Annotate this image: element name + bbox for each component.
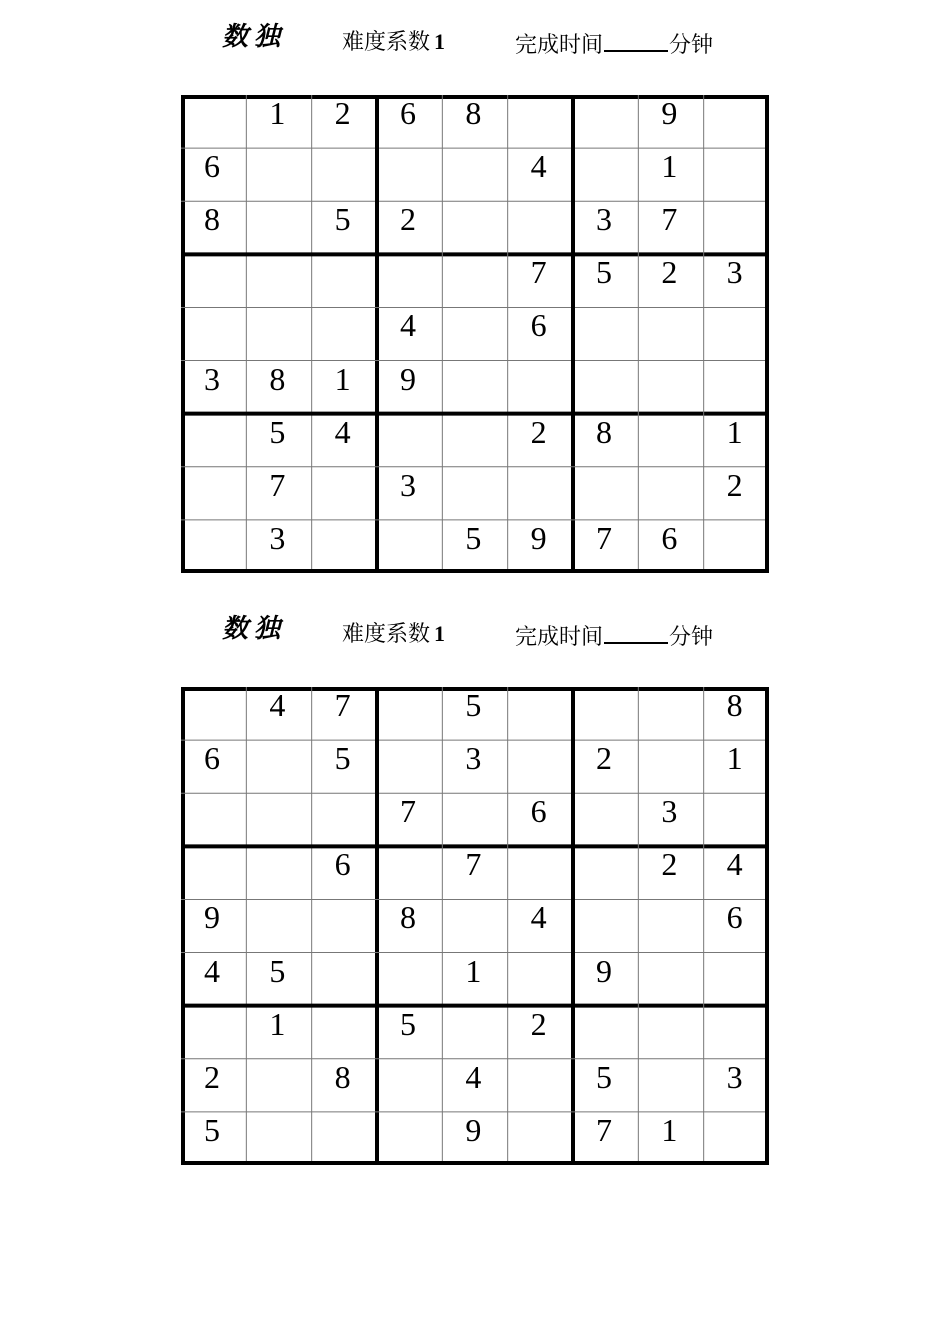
empty-cell[interactable] (246, 793, 311, 845)
empty-cell[interactable] (573, 899, 638, 951)
empty-cell[interactable] (377, 687, 442, 739)
empty-cell[interactable] (442, 254, 507, 306)
empty-cell[interactable] (508, 687, 573, 739)
given-digit-cell: 6 (400, 95, 416, 131)
given-digit-cell: 5 (204, 1111, 220, 1148)
given-digit-cell: 3 (204, 360, 220, 397)
time-blank[interactable] (604, 28, 668, 52)
empty-cell[interactable] (508, 361, 573, 413)
time-label: 完成时间 (515, 32, 604, 57)
given-digit-cell: 6 (334, 846, 351, 883)
given-digit-cell: 5 (596, 1058, 612, 1095)
given-digit-cell: 7 (269, 466, 286, 503)
empty-cell[interactable] (312, 953, 377, 1005)
given-digit-cell: 6 (530, 793, 547, 830)
empty-cell[interactable] (181, 467, 246, 519)
empty-cell[interactable] (181, 846, 246, 898)
empty-cell[interactable] (573, 687, 638, 739)
given-digit-cell: 2 (661, 254, 678, 291)
given-digit-cell: 9 (596, 952, 612, 989)
empty-cell[interactable] (312, 148, 377, 200)
empty-cell[interactable] (638, 687, 703, 739)
given-digit-cell: 5 (400, 1005, 416, 1042)
time-unit: 分钟 (669, 624, 714, 649)
time-blank[interactable] (604, 620, 668, 644)
empty-cell[interactable] (312, 1112, 377, 1164)
empty-cell[interactable] (377, 953, 442, 1005)
given-digit-cell: 4 (400, 307, 416, 344)
empty-cell[interactable] (312, 1006, 377, 1058)
given-digit-cell: 9 (204, 899, 220, 936)
given-digit-cell: 9 (465, 1111, 482, 1148)
empty-cell[interactable] (638, 307, 703, 359)
given-digit-cell: 5 (465, 687, 482, 723)
given-digit-cell: 2 (530, 1005, 547, 1042)
given-digit-cell: 3 (596, 201, 612, 238)
empty-cell[interactable] (442, 361, 507, 413)
empty-cell[interactable] (508, 846, 573, 898)
empty-cell[interactable] (246, 1112, 311, 1164)
empty-cell[interactable] (246, 254, 311, 306)
empty-cell[interactable] (704, 1006, 769, 1058)
sudoku-board-1 (181, 95, 769, 573)
given-digit-cell: 5 (269, 413, 286, 450)
empty-cell[interactable] (312, 793, 377, 845)
given-digit-cell: 1 (269, 1005, 286, 1042)
given-digit-cell: 1 (465, 952, 482, 989)
empty-cell[interactable] (704, 953, 769, 1005)
empty-cell[interactable] (181, 254, 246, 306)
given-digit-cell: 1 (661, 148, 678, 185)
empty-cell[interactable] (638, 1006, 703, 1058)
given-digit-cell: 9 (661, 95, 678, 131)
given-digit-cell: 8 (334, 1058, 351, 1095)
sudoku-logo: 数独 (222, 22, 287, 52)
empty-cell[interactable] (638, 467, 703, 519)
empty-cell[interactable] (638, 414, 703, 466)
empty-cell[interactable] (246, 307, 311, 359)
given-digit-cell: 3 (269, 519, 286, 556)
given-digit-cell: 8 (269, 360, 286, 397)
given-digit-cell: 4 (204, 952, 220, 989)
given-digit-cell: 7 (465, 846, 482, 883)
empty-cell[interactable] (704, 1112, 769, 1164)
given-digit-cell: 9 (530, 519, 547, 556)
given-digit-cell: 5 (465, 519, 482, 556)
empty-cell[interactable] (442, 201, 507, 253)
empty-cell[interactable] (508, 1112, 573, 1164)
empty-cell[interactable] (704, 95, 769, 147)
given-digit-cell: 1 (334, 360, 351, 397)
empty-cell[interactable] (377, 1112, 442, 1164)
empty-cell[interactable] (508, 201, 573, 253)
empty-cell[interactable] (442, 467, 507, 519)
given-digit-cell: 3 (726, 254, 743, 291)
sudoku-logo: 数独 (222, 614, 287, 644)
empty-cell[interactable] (508, 953, 573, 1005)
time-label: 完成时间 (515, 624, 604, 649)
empty-cell[interactable] (638, 740, 703, 792)
given-digit-cell: 2 (530, 413, 547, 450)
difficulty-level: 1 (434, 621, 446, 646)
given-digit-cell: 5 (334, 201, 351, 238)
empty-cell[interactable] (638, 361, 703, 413)
given-digit-cell: 1 (726, 740, 743, 777)
empty-cell[interactable] (181, 1006, 246, 1058)
empty-cell[interactable] (181, 687, 246, 739)
empty-cell[interactable] (312, 520, 377, 572)
difficulty-label: 难度系数 (342, 621, 431, 646)
empty-cell[interactable] (573, 1006, 638, 1058)
given-digit-cell: 2 (400, 201, 416, 238)
given-digit-cell: 4 (334, 413, 351, 450)
empty-cell[interactable] (508, 1059, 573, 1111)
difficulty-label: 难度系数 (342, 29, 431, 54)
given-digit-cell: 8 (400, 899, 416, 936)
given-digit-cell: 7 (596, 519, 612, 556)
given-digit-cell: 1 (269, 95, 286, 131)
empty-cell[interactable] (377, 254, 442, 306)
empty-cell[interactable] (246, 1059, 311, 1111)
completion-time-text (515, 28, 713, 59)
empty-cell[interactable] (377, 414, 442, 466)
empty-cell[interactable] (508, 95, 573, 147)
empty-cell[interactable] (573, 148, 638, 200)
empty-cell[interactable] (377, 1059, 442, 1111)
empty-cell[interactable] (573, 846, 638, 898)
empty-cell[interactable] (442, 1006, 507, 1058)
empty-cell[interactable] (246, 899, 311, 951)
given-digit-cell: 8 (204, 201, 220, 238)
given-digit-cell: 4 (530, 899, 547, 936)
given-digit-cell: 3 (400, 466, 416, 503)
puzzle-header-1 (0, 20, 950, 60)
empty-cell[interactable] (704, 520, 769, 572)
empty-cell[interactable] (377, 520, 442, 572)
given-digit-cell: 2 (596, 740, 612, 777)
empty-cell[interactable] (246, 846, 311, 898)
time-unit: 分钟 (669, 32, 714, 57)
given-digit-cell: 3 (726, 1058, 743, 1095)
given-digit-cell: 7 (530, 254, 547, 291)
given-digit-cell: 4 (530, 148, 547, 185)
given-digit-cell: 7 (596, 1111, 612, 1148)
sudoku-board-2 (181, 687, 769, 1165)
empty-cell[interactable] (246, 148, 311, 200)
empty-cell[interactable] (442, 414, 507, 466)
given-digit-cell: 5 (269, 952, 286, 989)
empty-cell[interactable] (246, 201, 311, 253)
given-digit-cell: 7 (400, 793, 416, 830)
empty-cell[interactable] (508, 740, 573, 792)
empty-cell[interactable] (377, 846, 442, 898)
given-digit-cell: 4 (726, 846, 743, 883)
empty-cell[interactable] (181, 307, 246, 359)
empty-cell[interactable] (312, 307, 377, 359)
given-digit-cell: 2 (661, 846, 678, 883)
empty-cell[interactable] (573, 467, 638, 519)
difficulty-level: 1 (434, 29, 446, 54)
empty-cell[interactable] (704, 148, 769, 200)
given-digit-cell: 2 (726, 466, 743, 503)
given-digit-cell: 6 (204, 740, 220, 777)
completion-time-text (515, 620, 713, 651)
given-digit-cell: 8 (726, 687, 743, 723)
empty-cell[interactable] (312, 467, 377, 519)
empty-cell[interactable] (181, 95, 246, 147)
empty-cell[interactable] (181, 414, 246, 466)
empty-cell[interactable] (573, 793, 638, 845)
empty-cell[interactable] (181, 793, 246, 845)
empty-cell[interactable] (508, 467, 573, 519)
empty-cell[interactable] (442, 899, 507, 951)
given-digit-cell: 5 (334, 740, 351, 777)
given-digit-cell: 5 (596, 254, 612, 291)
empty-cell[interactable] (638, 953, 703, 1005)
given-digit-cell: 4 (269, 687, 286, 723)
empty-cell[interactable] (312, 254, 377, 306)
empty-cell[interactable] (181, 520, 246, 572)
given-digit-cell: 8 (596, 413, 612, 450)
given-digit-cell: 8 (465, 95, 482, 131)
given-digit-cell: 3 (465, 740, 482, 777)
empty-cell[interactable] (704, 201, 769, 253)
empty-cell[interactable] (573, 361, 638, 413)
given-digit-cell: 1 (726, 413, 743, 450)
given-digit-cell: 3 (661, 793, 678, 830)
difficulty-text (342, 28, 445, 56)
empty-cell[interactable] (704, 361, 769, 413)
given-digit-cell: 6 (661, 519, 678, 556)
empty-cell[interactable] (704, 307, 769, 359)
empty-cell[interactable] (704, 793, 769, 845)
given-digit-cell: 7 (661, 201, 678, 238)
given-digit-cell: 4 (465, 1058, 482, 1095)
empty-cell[interactable] (638, 899, 703, 951)
given-digit-cell: 1 (661, 1111, 678, 1148)
empty-cell[interactable] (312, 899, 377, 951)
empty-cell[interactable] (377, 740, 442, 792)
given-digit-cell: 7 (334, 687, 351, 723)
empty-cell[interactable] (573, 307, 638, 359)
empty-cell[interactable] (573, 95, 638, 147)
empty-cell[interactable] (442, 148, 507, 200)
difficulty-text (342, 620, 445, 648)
given-digit-cell: 2 (204, 1058, 220, 1095)
given-digit-cell: 6 (204, 148, 220, 185)
empty-cell[interactable] (442, 793, 507, 845)
given-digit-cell: 6 (726, 899, 743, 936)
empty-cell[interactable] (442, 307, 507, 359)
empty-cell[interactable] (377, 148, 442, 200)
given-digit-cell: 2 (334, 95, 351, 131)
puzzle-header-2 (0, 612, 950, 652)
given-digit-cell: 6 (530, 307, 547, 344)
given-digit-cell: 9 (400, 360, 416, 397)
empty-cell[interactable] (638, 1059, 703, 1111)
empty-cell[interactable] (246, 740, 311, 792)
